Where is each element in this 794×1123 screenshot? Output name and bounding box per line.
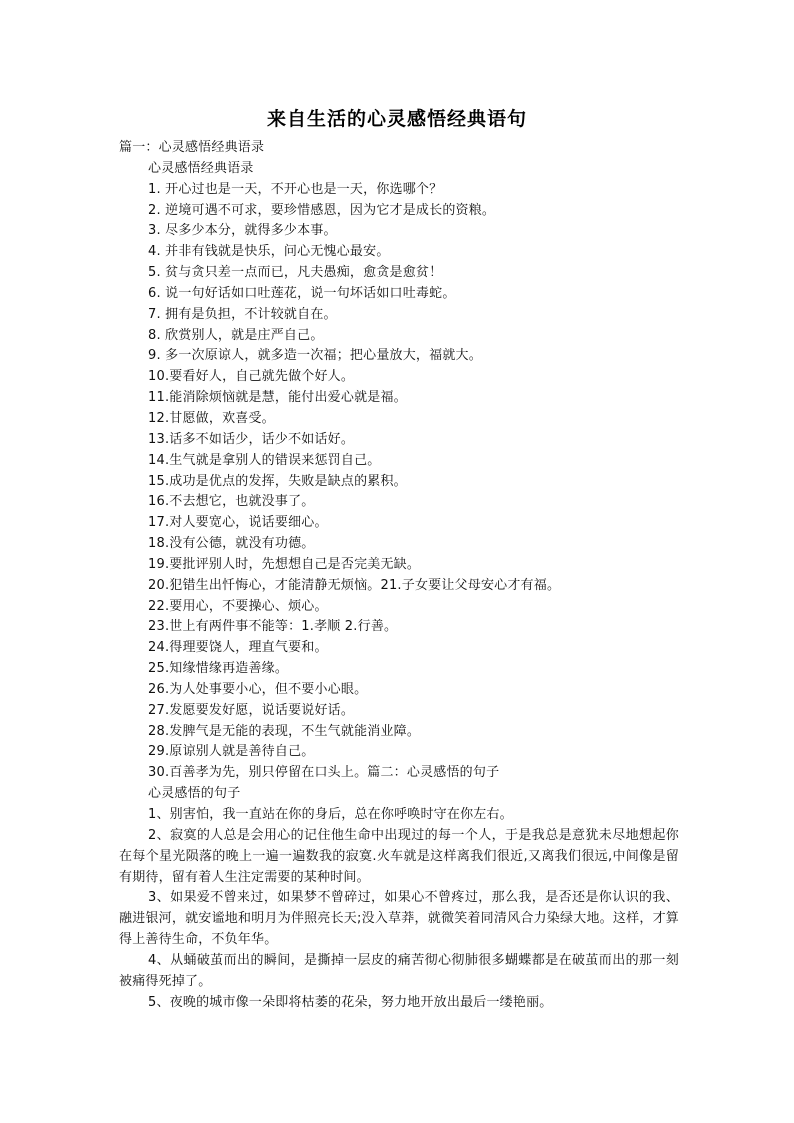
list-item: 20.犯错生出忏悔心，才能清静无烦恼。21.子女要让父母安心才有福。 xyxy=(148,577,561,593)
list-item: 10.要看好人，自己就先做个好人。 xyxy=(148,369,355,385)
list-item: 19.要批评别人时，先想想自己是否完美无缺。 xyxy=(148,556,421,572)
list-item: 12.甘愿做，欢喜受。 xyxy=(148,410,275,426)
list-item: 24.得理要饶人，理直气要和。 xyxy=(148,640,328,656)
paragraph: 4、从蛹破茧而出的瞬间，是撕掉一层皮的痛苦彻心彻肺很多蝴蝶都是在破茧而出的那一刻被痛得死掉了。 xyxy=(119,952,679,989)
list-item: 26.为人处事要小心，但不要小心眼。 xyxy=(148,681,368,697)
list-item: 30.百善孝为先，别只停留在口头上。篇二：心灵感悟的句子 xyxy=(148,765,500,781)
list-item: 2. 逆境可遇不可求，要珍惜感恩，因为它才是成长的资粮。 xyxy=(148,202,496,218)
list-item: 28.发脾气是无能的表现，不生气就能消业障。 xyxy=(148,723,421,739)
list-item: 8. 欣赏别人，就是庄严自己。 xyxy=(148,327,324,343)
list-item: 18.没有公德，就没有功德。 xyxy=(148,536,315,552)
list-item: 16.不去想它，也就没事了。 xyxy=(148,494,315,510)
list-item: 15.成功是优点的发挥，失败是缺点的累积。 xyxy=(148,473,407,489)
list-item: 9. 多一次原谅人，就多造一次福；把心量放大，福就大。 xyxy=(148,348,482,364)
paragraph: 3、如果爱不曾来过，如果梦不曾碎过，如果心不曾疼过，那么我，是否还是你认识的我、融进银河，就安谧地和明月为伴照亮长天;没入草莽，就微笑着同清风合力染绿大地。这样，才算得上善待生命，不负年华。 xyxy=(119,890,679,948)
list-item: 6. 说一句好话如口吐莲花，说一句坏话如口吐毒蛇。 xyxy=(148,285,456,301)
document-body xyxy=(119,138,679,1013)
list-item: 7. 拥有是负担，不计较就自在。 xyxy=(148,306,337,322)
section-subheading: 心灵感悟经典语录 xyxy=(148,160,254,176)
paragraph: 5、夜晚的城市像一朵即将枯萎的花朵，努力地开放出最后一缕艳丽。 xyxy=(148,994,553,1010)
section-heading: 篇一：心灵感悟经典语录 xyxy=(119,140,265,155)
list-item: 27.发愿要发好愿，说话要说好话。 xyxy=(148,702,355,718)
list-item: 25.知缘惜缘再造善缘。 xyxy=(148,661,289,677)
list-item: 4. 并非有钱就是快乐，问心无愧心最安。 xyxy=(148,244,390,260)
list-item: 29.原谅别人就是善待自己。 xyxy=(148,744,315,760)
list-item: 14.生气就是拿别人的错误来惩罚自己。 xyxy=(148,452,381,468)
list-item: 22.要用心，不要操心、烦心。 xyxy=(148,598,328,614)
list-item: 23.世上有两件事不能等：1.孝顺 2.行善。 xyxy=(148,619,398,635)
list-item: 1. 开心过也是一天，不开心也是一天，你选哪个？ xyxy=(148,181,443,197)
list-item: 5. 贫与贪只差一点而已，凡夫愚痴，愈贪是愈贫！ xyxy=(148,265,443,281)
paragraph: 2、寂寞的人总是会用心的记住他生命中出现过的每一个人，于是我总是意犹未尽地想起你在每个星光陨落的晚上一遍一遍数我的寂寞.火车就是这样离我们很近,又离我们很远,中间像是留有期待，留有着人生注定需要的某种时间。 xyxy=(119,827,679,885)
list-item: 3. 尽多少本分，就得多少本事。 xyxy=(148,223,337,239)
list-item: 13.话多不如话少，话少不如话好。 xyxy=(148,431,355,447)
document-title: 来自生活的心灵感悟经典语句 xyxy=(266,108,527,130)
list-item: 11.能消除烦恼就是慧，能付出爱心就是福。 xyxy=(148,390,407,406)
paragraph: 1、别害怕，我一直站在你的身后，总在你呼唤时守在你左右。 xyxy=(148,807,513,822)
list-item: 17.对人要宽心，说话要细心。 xyxy=(148,515,328,531)
section-subheading: 心灵感悟的句子 xyxy=(148,786,241,802)
